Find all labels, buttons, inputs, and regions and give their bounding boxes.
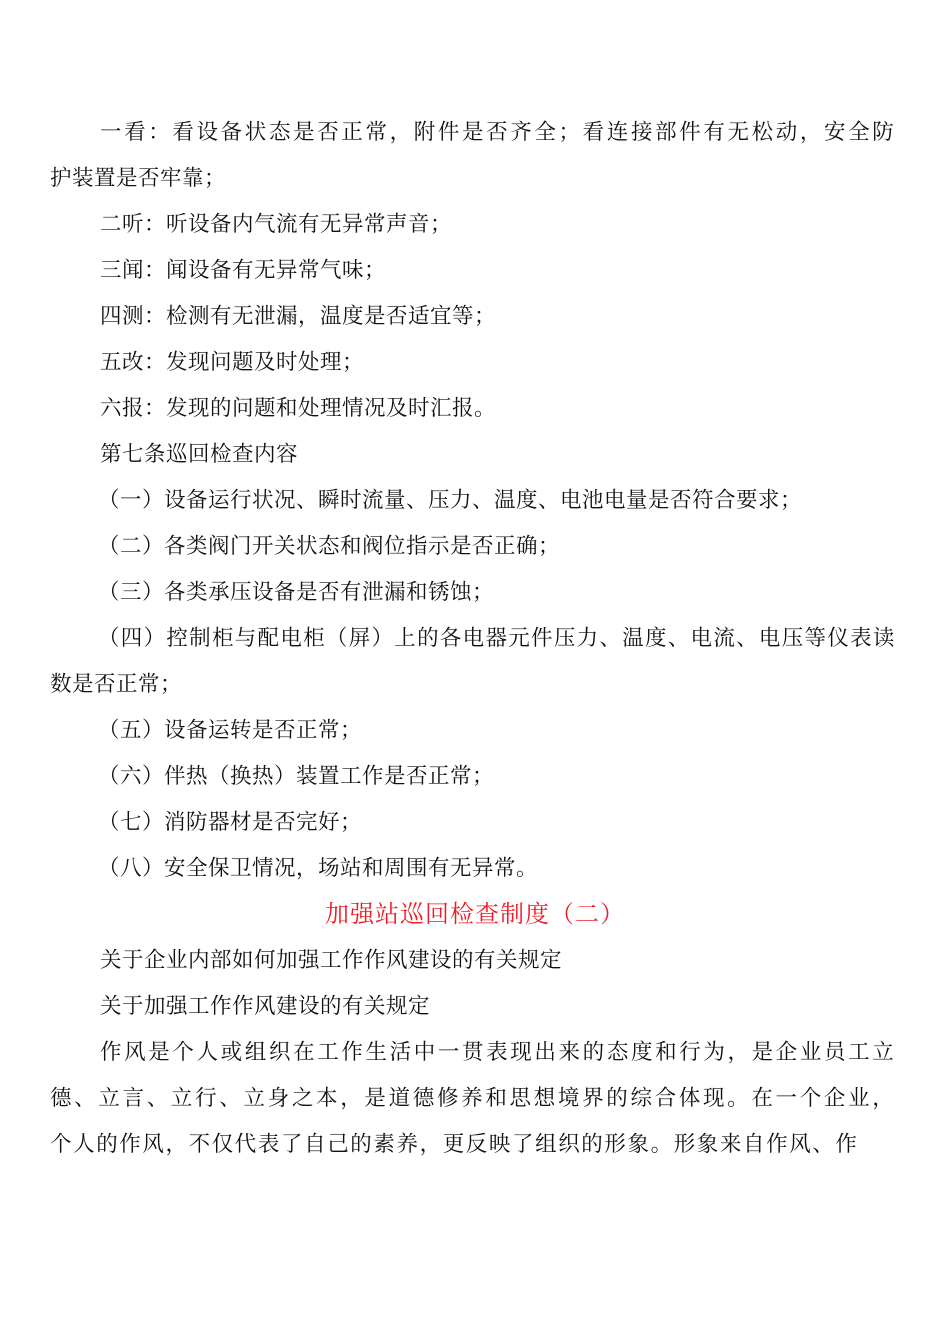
paragraph-inspection-look-cont: 护装置是否牢靠； — [50, 166, 227, 191]
paragraph-inspection-smell: 三闻：闻设备有无异常气味； — [100, 258, 387, 283]
paragraph-inspection-listen: 二听：听设备内气流有无异常声音； — [100, 212, 453, 237]
list-item-1: （一）设备运行状况、瞬时流量、压力、温度、电池电量是否符合要求； — [98, 488, 803, 513]
list-item-3: （三）各类承压设备是否有泄漏和锈蚀； — [98, 580, 495, 605]
paragraph-inspection-look: 一看：看设备状态是否正常，附件是否齐全；看连接部件有无松动，安全防 — [100, 120, 895, 145]
list-item-5: （五）设备运转是否正常； — [98, 718, 363, 743]
paragraph-regulation-heading-2: 关于加强工作作风建设的有关规定 — [100, 994, 431, 1019]
article-seven-heading: 第七条巡回检查内容 — [100, 442, 299, 467]
paragraph-regulation-heading-1: 关于企业内部如何加强工作作风建设的有关规定 — [100, 948, 563, 973]
list-item-6: （六）伴热（换热）装置工作是否正常； — [98, 764, 495, 789]
list-item-4-cont: 数是否正常； — [50, 672, 183, 697]
list-item-7: （七）消防器材是否完好； — [98, 810, 363, 835]
list-item-2: （二）各类阀门开关状态和阀位指示是否正确； — [98, 534, 561, 559]
paragraph-style-line-1: 作风是个人或组织在工作生活中一贯表现出来的态度和行为，是企业员工立 — [100, 1040, 895, 1065]
paragraph-style-line-3: 个人的作风，不仅代表了自己的素养，更反映了组织的形象。形象来自作风、作 — [50, 1132, 859, 1157]
paragraph-style-line-2: 德、立言、立行、立身之本，是道德修养和思想境界的综合体现。在一个企业， — [50, 1086, 895, 1111]
paragraph-inspection-measure: 四测：检测有无泄漏，温度是否适宜等； — [100, 304, 497, 329]
section-title: 加强站巡回检查制度（二） — [325, 900, 625, 928]
paragraph-inspection-report: 六报：发现的问题和处理情况及时汇报。 — [100, 396, 497, 421]
paragraph-inspection-fix: 五改：发现问题及时处理； — [100, 350, 365, 375]
list-item-4: （四）控制柜与配电柜（屏）上的各电器元件压力、温度、电流、电压等仪表读 — [98, 626, 895, 651]
list-item-8: （八）安全保卫情况，场站和周围有无异常。 — [98, 856, 539, 881]
